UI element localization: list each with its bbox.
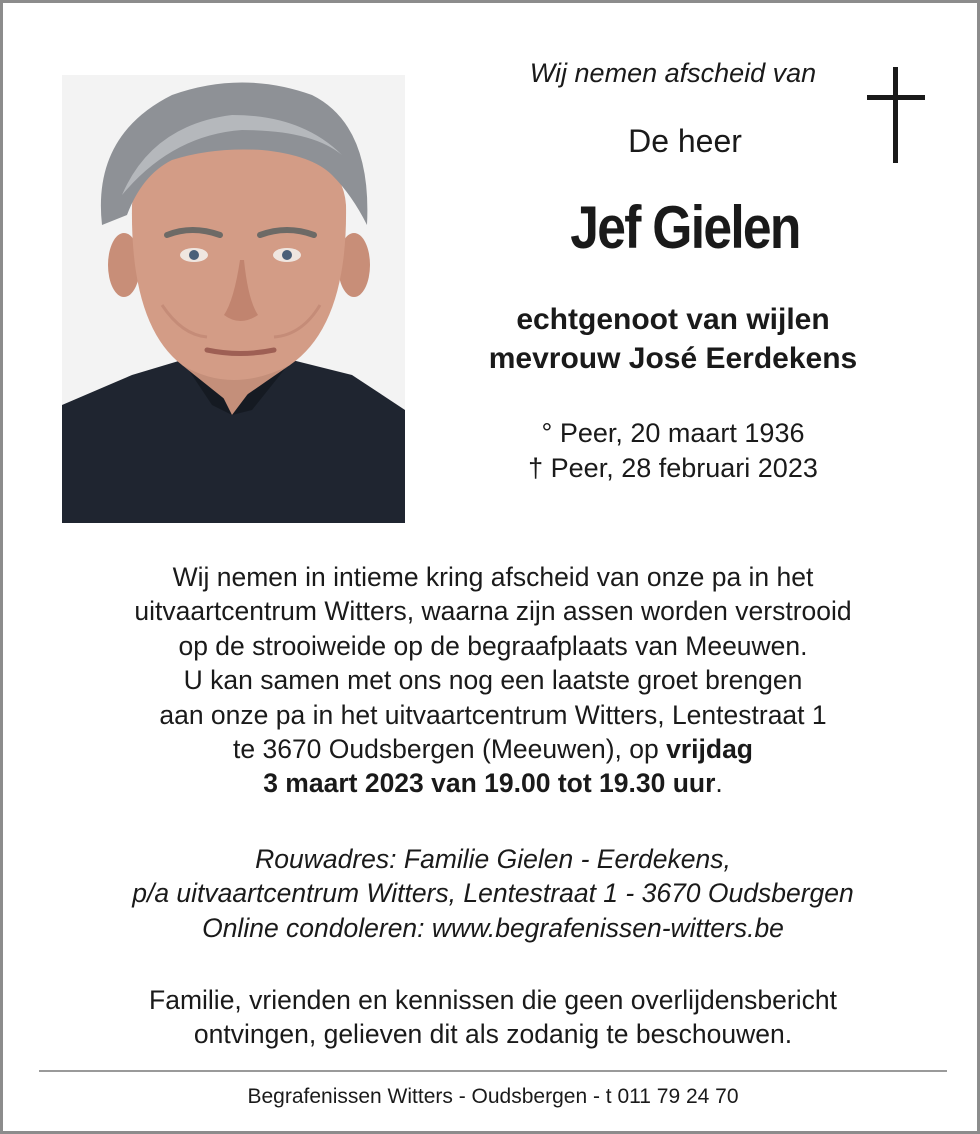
message-line: aan onze pa in het uitvaartcentrum Witters, Lentestraat 1 (159, 699, 827, 730)
spouse-line-2: mevrouw José Eerdekens (488, 342, 858, 375)
address-line-2: p/a uitvaartcentrum Witters, Lentestraat 1 - 3670 Oudsbergen (132, 878, 854, 909)
visit-datetime: 3 maart 2023 van 19.00 tot 19.30 uur (263, 768, 716, 799)
funeral-home-footer: Begrafenissen Witters - Oudsbergen - t 011 79 24 70 (247, 1085, 739, 1108)
life-dates (423, 416, 923, 486)
salutation: De heer (628, 123, 742, 159)
footer-divider (39, 1070, 947, 1072)
message-line: U kan samen met ons nog een laatste groet brengen (183, 665, 803, 696)
address-line-1: Rouwadres: Familie Gielen - Eerdekens, (255, 844, 731, 874)
notice-text (23, 983, 963, 1052)
visit-day: vrijdag (666, 734, 753, 765)
intro-line: Wij nemen afscheid van (529, 58, 817, 88)
farewell-message (23, 560, 963, 801)
death-date: † Peer, 28 februari 2023 (528, 453, 818, 483)
message-line-7-punct: . (715, 768, 723, 799)
message-line-7 (23, 766, 963, 800)
message-line: uitvaartcentrum Witters, waarna zijn assen worden verstrooid (134, 596, 852, 627)
message-line-6-text: te 3670 Oudsbergen (Meeuwen), op (233, 734, 667, 765)
notice-line-2: ontvingen, gelieven dit als zodanig te beschouwen. (193, 1019, 793, 1050)
message-line: op de strooiweide op de begraafplaats van Meeuwen. (178, 630, 808, 661)
portrait-photo (62, 75, 405, 523)
notice-line-1: Familie, vrienden en kennissen die geen overlijdensbericht (149, 985, 837, 1015)
deceased-name: Jef Gielen (570, 194, 800, 261)
mourning-address (23, 842, 963, 945)
spouse-line-1: echtgenoot van wijlen (516, 303, 830, 336)
spouse-info (423, 300, 923, 378)
message-line: Wij nemen in intieme kring afscheid van onze pa in het (172, 562, 814, 592)
condolence-link[interactable]: Online condoleren: www.begrafenissen-witters.be (202, 912, 784, 943)
message-line-6 (23, 732, 963, 766)
birth-date: ° Peer, 20 maart 1936 (541, 418, 805, 448)
portrait-illustration (62, 75, 405, 523)
